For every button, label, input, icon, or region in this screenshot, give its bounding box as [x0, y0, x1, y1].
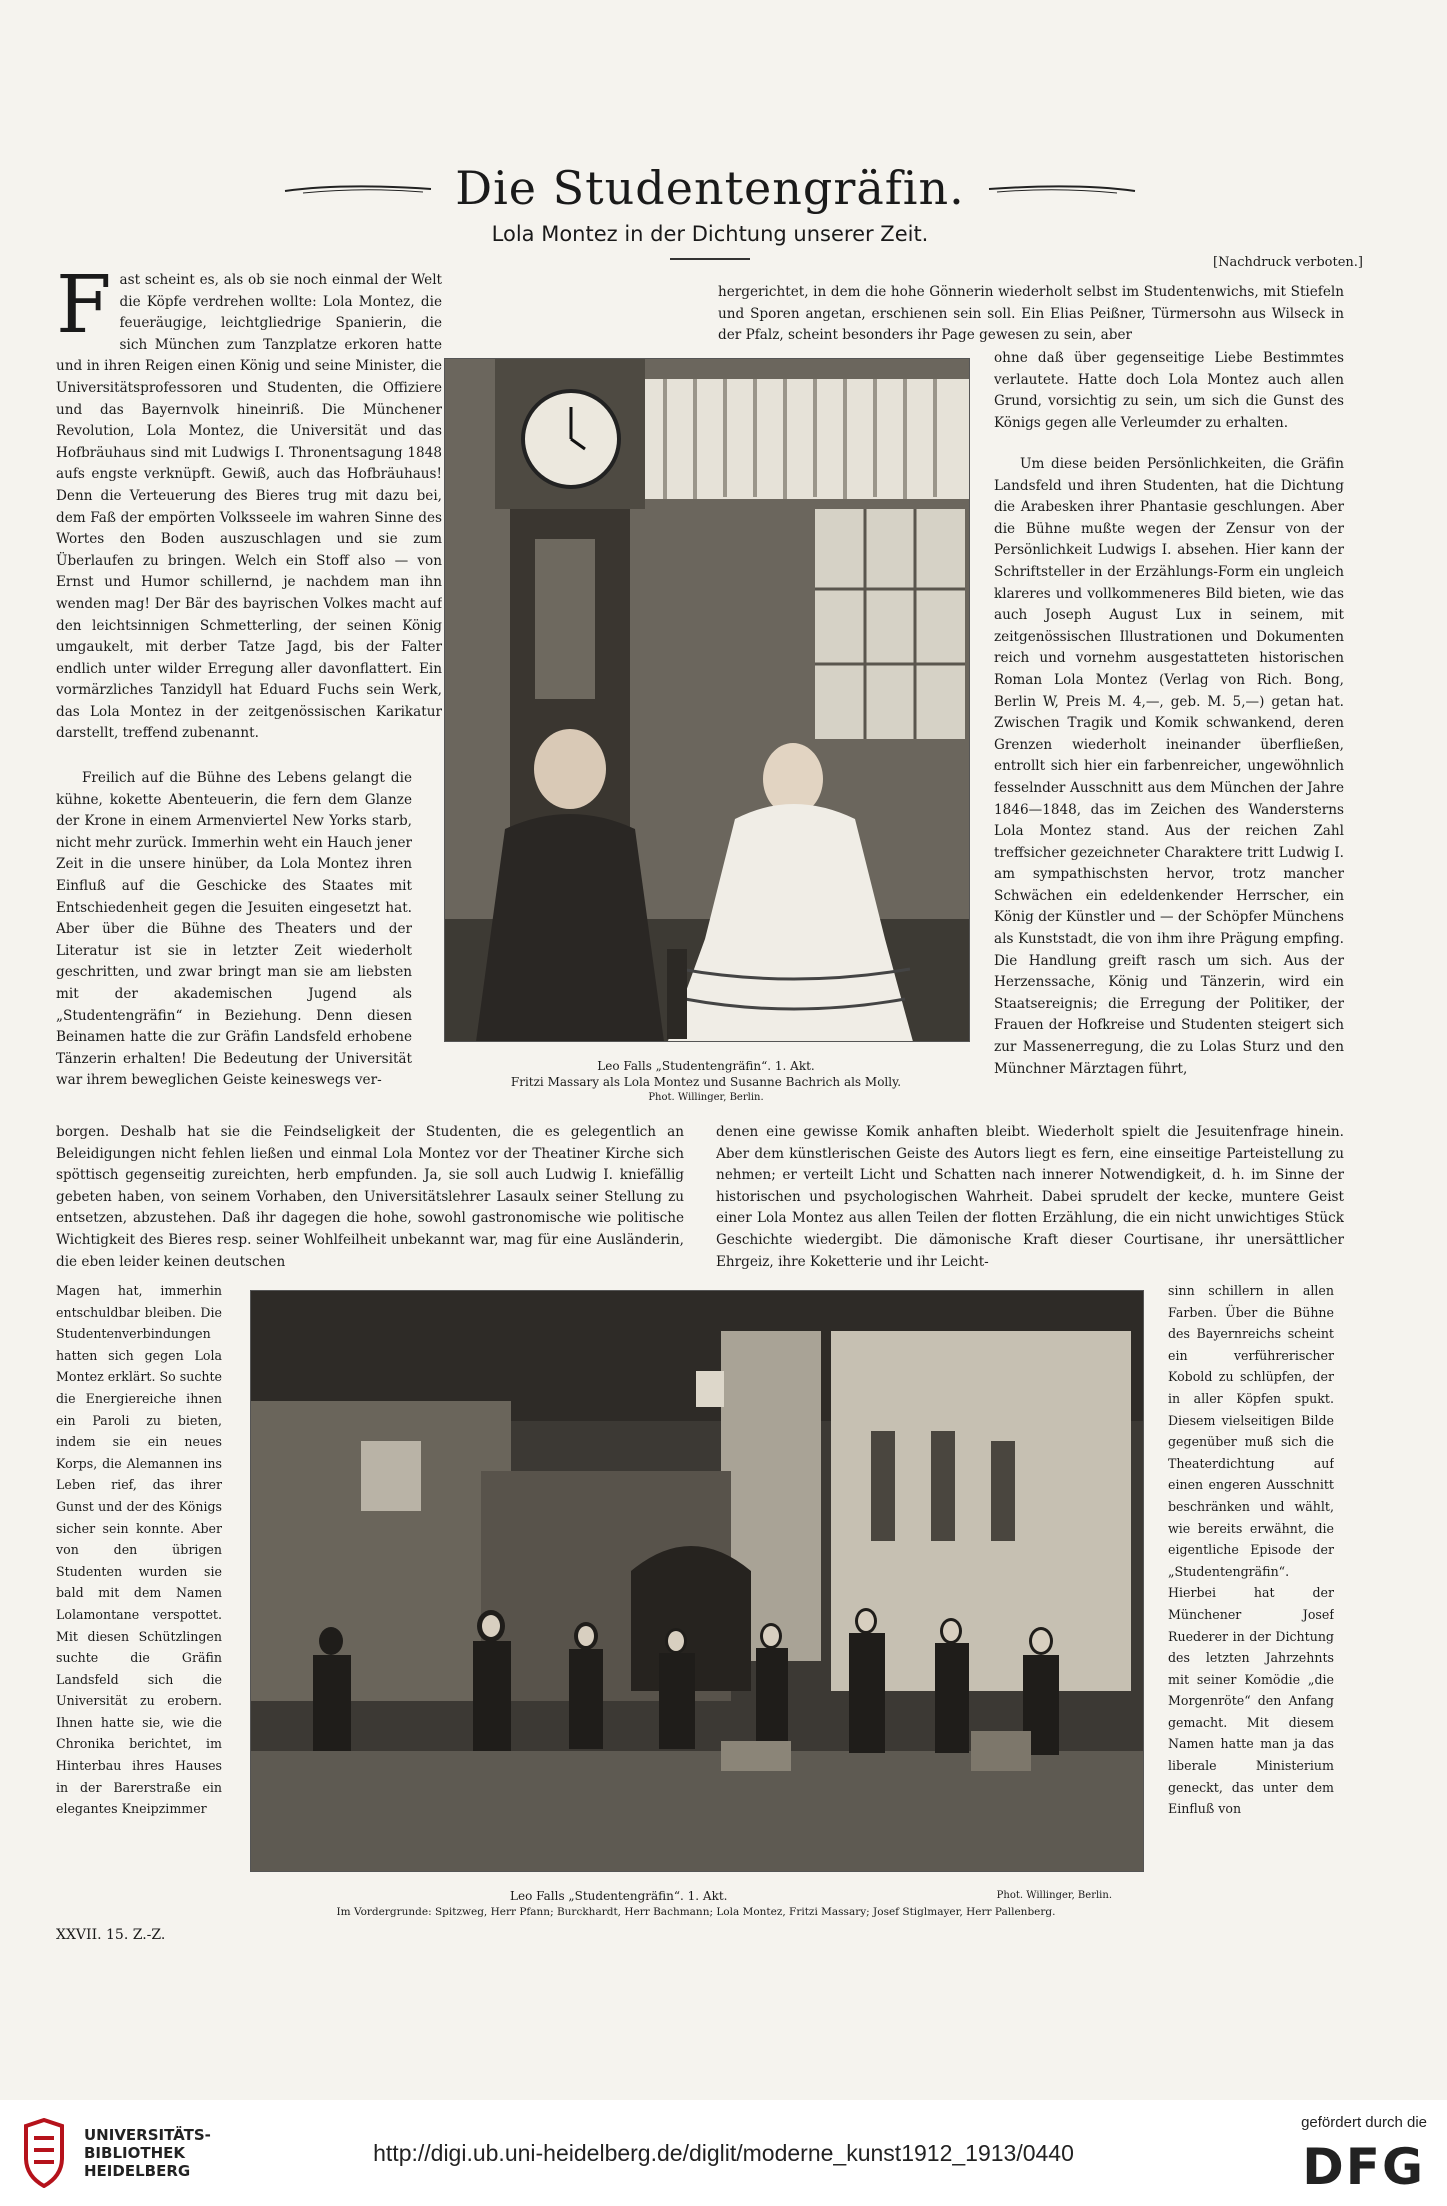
right-column-b	[994, 454, 1344, 1124]
dfg-logo: DFG	[1302, 2138, 1425, 2196]
narrow-right-column	[1168, 1280, 1334, 1894]
paragraph-3: hergerichtet, in dem die hohe Gönnerin wiederholt selbst im Studentenwichs, mit Stiefeln und Sporen angetan, erschienen sein soll. Ein Elias Peißner, Türmersohn aus Wilseck in der Pfalz, scheint besonders ihr Page gewesen zu sein, aber	[718, 284, 1344, 344]
title-divider	[670, 258, 750, 260]
paragraph-2: Freilich auf die Bühne des Lebens gelangt die kühne, kokette Abenteuerin, die fern dem Glanze der Krone in einem Armenviertel New Yorks starb, nicht mehr zurück. Immerhin weht ein Hauch jener Zeit in die unsere hinüber, da Lola Montez ihren Einfluß auf die Geschicke des Staates mit Entschiedenheit gegen die Jesuiten eingesetzt hat. Aber über die Bühne des Theaters und der Literatur ist sie in letzter Zeit wiederholt geschritten, und zwar bringt man sie am liebsten mit der akademischen Jugend als „Studentengräfin“ in Beziehung. Denn diesen Beinamen hatte die zur Gräfin Landsfeld erhobene Tänzerin erhalten! Die Bedeutung der Universität war ihrem beweglichen Geiste keineswegs ver-	[56, 770, 412, 1089]
library-footer	[0, 2100, 1447, 2206]
title-row	[260, 160, 1160, 216]
wide-band-right	[716, 1122, 1344, 1278]
library-name-line-1: UNIVERSITÄTS-	[84, 2126, 211, 2144]
left-swash-ornament	[283, 181, 433, 195]
photo-1-caption-line-2: Fritzi Massary als Lola Montez und Susanne Bachrich als Molly.	[510, 1075, 902, 1089]
photo-1-caption-line-3: Phot. Willinger, Berlin.	[648, 1092, 764, 1103]
paragraph-1: ast scheint es, als ob sie noch einmal der Welt die Köpfe verdrehen wollte: Lola Montez, die feueräugige, leichtgliedrige Spanierin, die sich München zum Tanzplatze erkoren hatte und in ihren Reigen einen König und seine Minister, die Universitätsprofessoren und Studenten, die Offiziere und das Bayernvolk hineinriß. Die Münchener Revolution, Lola Montez, die Universität und das Hofbräuhaus sind mit Ludwigs I. Thronentsagung 1848 aufs engste verknüpft. Gewiß, auch das Hofbräuhaus! Denn die Verteuerung des Bieres trug mit dazu bei, dem Faß der empörten Volksseele im wahren Sinne des Wortes den Boden auszuschlagen und sie zum Überlaufen zu bringen. Welch ein Stoff also — von Ernst und Humor schillernd, je nachdem man ihn wenden mag! Der Bär des bayrischen Volkes macht auf den leichtsinnigen Schmetterling, der seinen König umgaukelt, mit derber Tatze Jagd, bis der Falter endlich unter wilder Erregung aller davonflattert. Ein vormärzliches Tanzidyll hat Eduard Fuchs sein Werk, das Lola Montez in der zeitgenössischen Karikatur darstellt, treffend zubenannt.	[56, 272, 442, 742]
photo-2-caption-title: Leo Falls „Studentengräfin“. 1. Akt.	[510, 1889, 728, 1903]
reprint-notice: [Nachdruck verboten.]	[1213, 255, 1363, 270]
right-column-top	[718, 282, 1344, 348]
photo-2-caption-credit: Phot. Willinger, Berlin.	[996, 1890, 1112, 1901]
paragraph-7: Magen hat, immerhin entschuldbar bleiben. Die Studentenverbindungen hatten sich gegen Lola Montez erklärt. So suchte die Energiereiche ihnen ein Paroli zu bieten, indem sie ein neues Korps, die Alemannen ins Leben rief, das ihrer Gunst und der des Königs sicher sein konnte. Aber von den übrigen Studenten wurden sie bald mit dem Namen Lolamontane verspottet. Mit diesen Schützlingen suchte die Gräfin Landsfeld sich die Universität zu erobern. Ihnen hatte sie, wie die Chronika berichtet, im Hinterbau ihres Hauses in der Barerstraße ein elegantes Kneipzimmer	[56, 1283, 222, 1817]
library-name-line-2: BIBLIOTHEK	[84, 2144, 185, 2162]
photo-2-caption	[250, 1888, 1142, 1920]
decorative-initial: F	[56, 270, 112, 351]
narrow-left-column	[56, 1280, 222, 1876]
photo-1-image	[445, 359, 969, 1041]
photo-2-caption-line-2: Im Vordergrunde: Spitzweg, Herr Pfann; Burckhardt, Herr Bachmann; Lola Montez, Fritzi Massary; Josef Stiglmayer, Herr Pallenberg.	[336, 1906, 1056, 1918]
photo-stage-scene-1	[444, 358, 970, 1042]
paragraph-4: Um diese beiden Persönlichkeiten, die Gräfin Landsfeld und ihren Studenten, hat die Dichtung die Arabesken ihrer Phantasie geschlungen. Aber die Bühne mußte wegen der Zensur von der Persönlichkeit Ludwigs I. absehen. Hier kann der Schriftsteller in der Erzählungs-Form ein ungleich klareres und vollkommeneres Bild bieten, wie das auch Joseph August Lux in seinem, mit zeitgenössischen Illustrationen und Dokumenten reich und vornehm ausgestatteten historischen Roman Lola Montez (Verlag von Rich. Bong, Berlin W, Preis M. 4,—, geb. M. 5,—) getan hat. Zwischen Tragik und Komik schwankend, deren Grenzen wiederholt ineinander überfließen, entrollt sich hier ein farbenreicher, ungewöhnlich fesselnder Ausschnitt aus dem München der Jahre 1846—1848, das im Zeichen des Wandersterns Lola Montez stand. Aus der reichen Zahl treffsicher gezeichneter Charaktere tritt Ludwig I. am sympathischsten hervor, trotz mancher Schwächen ein edeldenkender Herrscher, ein König der Künstler und — der Schöpfer Münchens als Kunststadt, die von ihm ihre Prägung empfing. Die Handlung greift rasch um sich. Aus der Herzenssache, König und Tänzerin, wird ein Staatsereignis; die Erregung der Politiker, der Frauen der Hofkreise und Studenten steigert sich zur Massenerregung, die zu Lolas Sturz und den Münchner Märztagen führt,	[994, 456, 1344, 1077]
paragraph-6: denen eine gewisse Komik anhaften bleibt. Wiederholt spielt die Jesuitenfrage hinein. Aber dem künstlerischen Geiste des Autors liegt es fern, eine einseitige Parteistellung zu nehmen; er verteilt Licht und Schatten nach innerer Notwendigkeit, d. h. im Sinne der historischen und psychologischen Wahrheit. Dabei sprudelt der kecke, muntere Geist einer Lola Montez aus allen Teilen der flotten Erzählung, die ein nicht unwichtiges Stück Geschichte wiedergibt. Die dämonische Kraft dieser Courtisane, ihr unersättlicher Ehrgeiz, ihre Koketterie und ihr Leicht-	[716, 1124, 1344, 1270]
right-column-a	[994, 348, 1344, 452]
article-subtitle: Lola Montez in der Dichtung unserer Zeit.	[491, 222, 929, 246]
article-title: Die Studentengräfin.	[455, 161, 965, 215]
funding-note: gefördert durch die	[1301, 2114, 1427, 2131]
photo-2-caption-row	[250, 1888, 1142, 1904]
paragraph-3b: ohne daß über gegenseitige Liebe Bestimmtes verlautete. Hatte doch Lola Montez auch allen Grund, vorsichtig zu sein, um sich die Gunst des Königs gegen alle Verleumder zu erhalten.	[994, 350, 1344, 431]
wide-band-left	[56, 1122, 684, 1278]
photo-1-caption	[444, 1058, 968, 1106]
left-column-top	[56, 270, 442, 765]
photo-1-caption-line-1: Leo Falls „Studentengräfin“. 1. Akt.	[597, 1059, 815, 1073]
right-swash-ornament	[987, 181, 1137, 195]
permalink-url[interactable]: http://digi.ub.uni-heidelberg.de/diglit/moderne_kunst1912_1913/0440	[373, 2140, 1074, 2166]
paragraph-5: borgen. Deshalb hat sie die Feindseligkeit der Studenten, die es gelegentlich an Beleidigungen nicht fehlen ließen und einmal Lola Montez vor der Theatiner Kirche sich spöttisch gegenseitig zureichten, herb empfunden. Ja, sie soll auch Ludwig I. kniefällig gebeten haben, von seinem Vorhaben, den Universitätslehrer Lasaulx seiner Stellung zu entsetzen, abzustehen. Daß ihr dagegen die hohe, sowohl gastronomische wie politische Wichtigkeit des Bieres resp. seiner Wohlfeilheit unbekannt war, mag für eine Ausländerin, die eben leider keinen deutschen	[56, 1124, 684, 1270]
left-column-mid	[56, 768, 412, 1118]
paragraph-8: sinn schillern in allen Farben. Über die Bühne des Bayernreichs scheint ein verführerischer Kobold zu schlüpfen, der in aller Köpfen spukt. Diesem vielseitigen Bilde gegenüber muß sich die Theaterdichtung auf einen engeren Ausschnitt beschränken und wählt, wie bereits erwähnt, die eigentliche Episode der „Studentengräfin“. Hierbei hat der Münchener Josef Ruederer in der Dichtung des letzten Jahrzehnts mit seiner Komödie „die Morgenröte“ den Anfang gemacht. Mit diesem Namen hatte man ja das liberale Ministerium geneckt, das unter dem Einfluß von	[1168, 1283, 1334, 1817]
page-signature: XXVII. 15. Z.-Z.	[56, 1927, 166, 1943]
library-name-line-3: HEIDELBERG	[84, 2162, 191, 2180]
photo-2-image	[251, 1291, 1143, 1871]
photo-stage-scene-2	[250, 1290, 1144, 1872]
